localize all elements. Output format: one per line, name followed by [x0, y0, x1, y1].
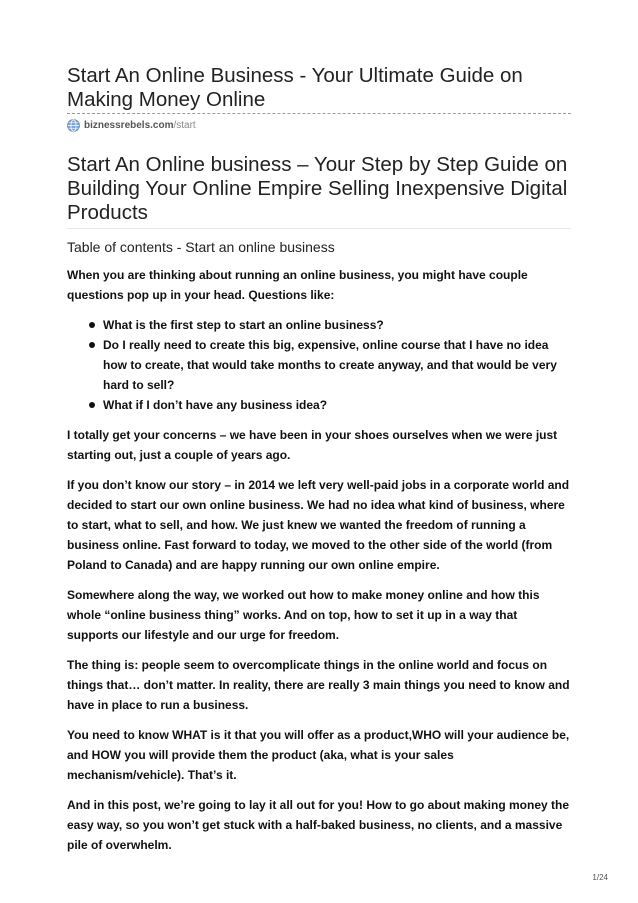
- intro-paragraph: When you are thinking about running an online business, you might have couple questions pop up in your head. Questions like:: [67, 268, 528, 302]
- title-divider: [67, 113, 571, 114]
- source-domain[interactable]: biznessrebels.com: [84, 119, 174, 131]
- question-list: [67, 315, 571, 415]
- heading-divider: [67, 228, 571, 229]
- paragraph: The thing is: people seem to overcomplicate things in the online world and focus on things that… don’t matter. In reality, there are really 3 main things you need to know and have in place to run a business.: [67, 658, 570, 712]
- source-path[interactable]: /start: [173, 119, 196, 131]
- source-link[interactable]: [67, 117, 196, 133]
- paragraph: If you don’t know our story – in 2014 we left very well-paid jobs in a corporate world and decided to start our own online business. We had no idea what kind of business, where to start, what to sell, and how. We just knew we wanted the freedom of running a business online. Fast forward to today, we moved to the other side of the world (from Poland to Canada) and are happy running our own online empire.: [67, 478, 570, 572]
- paragraph: I totally get your concerns – we have been in your shoes ourselves when we were just starting out, just a couple of years ago.: [67, 428, 558, 462]
- document-title: Start An Online Business - Your Ultimate Guide on Making Money Online: [67, 64, 523, 111]
- list-item: What if I don’t have any business idea?: [103, 395, 571, 415]
- toc-link[interactable]: Table of contents - Start an online business: [67, 239, 335, 255]
- page-number: 1/24: [592, 873, 608, 882]
- globe-icon: [67, 119, 80, 132]
- paragraph: Somewhere along the way, we worked out how to make money online and how this whole “online business thing” works. And on top, how to set it up in a way that supports our lifestyle and our urge for freedom.: [67, 588, 540, 642]
- paragraph: And in this post, we’re going to lay it all out for you! How to go about making money the easy way, so you won’t get stuck with a half-baked business, no clients, and a massive pile of overwhelm.: [67, 798, 570, 852]
- article-body: [67, 265, 571, 865]
- paragraph: You need to know WHAT is it that you will offer as a product,WHO will your audience be, and HOW you will provide them the product (aka, what is your sales mechanism/vehicle). That’s it.: [67, 728, 570, 782]
- article-heading: Start An Online business – Your Step by Step Guide on Building Your Online Empire Selling Inexpensive Digital Products: [67, 153, 568, 224]
- list-item: Do I really need to create this big, expensive, online course that I have no idea how to create, that would take months to create anyway, and that would be very hard to sell?: [103, 335, 571, 395]
- list-item: What is the first step to start an online business?: [103, 315, 571, 335]
